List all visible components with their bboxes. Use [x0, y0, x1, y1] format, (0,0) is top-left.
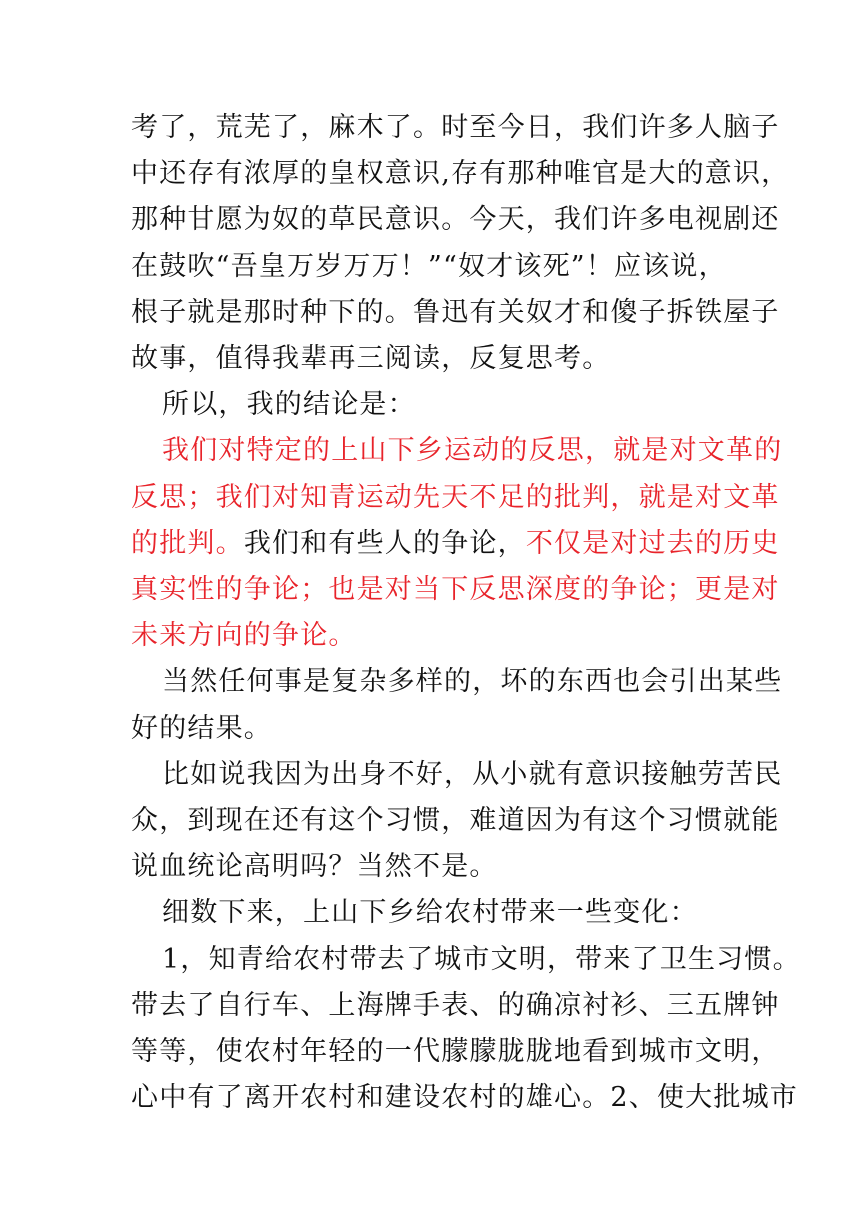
paragraph-5: [131, 752, 783, 891]
text-line: 在鼓吹“吾皇万岁万万！”“奴才该死”！应该说，: [131, 250, 727, 282]
paragraph-1: [131, 105, 790, 382]
text-line: 众，到现在还有这个习惯，难道因为有这个习惯就能: [131, 805, 780, 837]
highlighted-line: 真实性的争论；也是对当下反思深度的争论；更是对: [131, 574, 780, 606]
paragraph-4: [131, 659, 783, 751]
highlighted-text: 不仅是对过去的历史: [525, 527, 780, 559]
highlighted-text: 的批判。: [131, 527, 244, 559]
paragraph-6: [131, 890, 731, 936]
text-line: 比如说我因为出身不好，从小就有意识接触劳苦民: [162, 758, 783, 790]
highlighted-line: 我们对特定的上山下乡运动的反思，就是对文革的: [162, 435, 783, 467]
plain-text: 我们和有些人的争论，: [243, 527, 526, 559]
text-line: 带去了自行车、上海牌手表、的确凉衬衫、三五牌钟: [131, 989, 780, 1021]
text-line: 好的结果。: [131, 712, 272, 744]
paragraph-3-conclusion: [131, 428, 783, 659]
text-line: 说血统论高明吗？当然不是。: [131, 851, 498, 883]
text-line: 当然任何事是复杂多样的，坏的东西也会引出某些: [162, 666, 783, 698]
paragraph-2: [131, 382, 731, 428]
paragraph-7: [131, 937, 801, 1122]
text-line: 考了，荒芜了，麻木了。时至今日，我们许多人脑子: [131, 112, 780, 143]
text-line: 那种甘愿为奴的草民意识。今天，我们许多电视剧还: [131, 204, 780, 236]
text-line: 心中有了离开农村和建设农村的雄心。2、使大批城市: [131, 1082, 798, 1114]
text-line: 1，知青给农村带去了城市文明，带来了卫生习惯。: [162, 943, 801, 975]
text-line: 所以，我的结论是：: [162, 389, 416, 421]
text-line: 根子就是那时种下的。鲁迅有关奴才和傻子拆铁屋子: [131, 296, 780, 328]
text-line: 故事，值得我辈再三阅读，反复思考。: [131, 343, 611, 375]
mixed-line: [131, 521, 780, 567]
body-text: [131, 105, 801, 1121]
highlighted-line: 反思；我们对知青运动先天不足的批判，就是对文革: [131, 481, 780, 513]
text-line: 等等，使农村年轻的一代朦朦胧胧地看到城市文明，: [131, 1036, 780, 1068]
text-line: 细数下来，上山下乡给农村带来一些变化：: [162, 897, 698, 929]
text-line: 中还存有浓厚的皇权意识,存有那种唯官是大的意识，: [131, 158, 790, 190]
highlighted-line: 未来方向的争论。: [131, 620, 357, 652]
